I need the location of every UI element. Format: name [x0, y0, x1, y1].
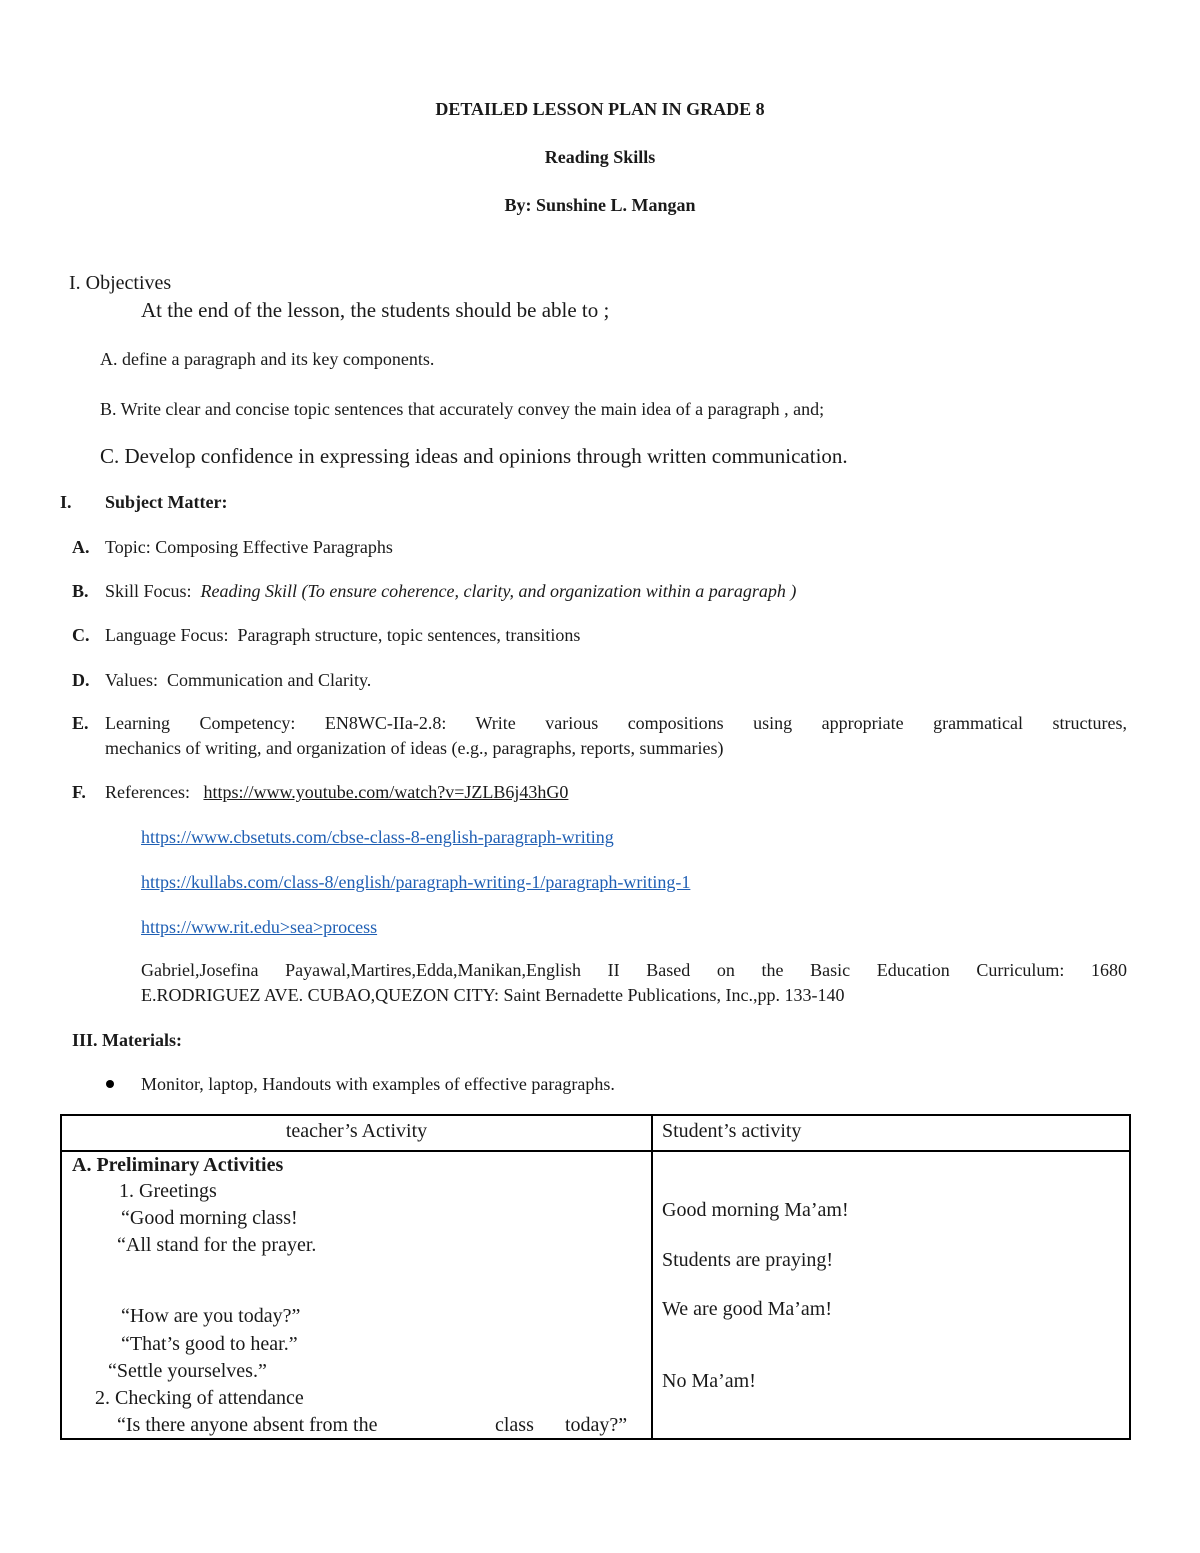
activity-table	[60, 1114, 1131, 1440]
teacher-absent-question-today: today?”	[565, 1414, 628, 1436]
references-line	[105, 782, 568, 803]
values-label: Values:	[105, 670, 158, 690]
teacher-greetings: 1. Greetings	[119, 1180, 217, 1202]
student-activity-header: Student’s activity	[662, 1120, 802, 1142]
values-value: Communication and Clarity.	[167, 670, 372, 690]
learning-competency-line1: Learning Competency: EN8WC-IIa-2.8: Write various compositions using appropriate grammatical structures,	[105, 713, 1127, 733]
objective-item-b: B. Write clear and concise topic sentences that accurately convey the main idea of a paragraph , and;	[100, 399, 825, 419]
table-column-divider	[651, 1116, 653, 1438]
objective-item-a: A. define a paragraph and its key components.	[100, 349, 435, 369]
language-focus-value: Paragraph structure, topic sentences, transitions	[237, 625, 581, 645]
objectives-heading: I. Objectives	[69, 272, 172, 294]
topic-value: Composing Effective Paragraphs	[155, 537, 393, 557]
objectives-intro: At the end of the lesson, the students should be able to ;	[141, 298, 610, 322]
topic-label: Topic:	[105, 537, 151, 557]
subject-matter-numeral: I.	[60, 492, 72, 512]
bullet-icon	[106, 1080, 114, 1088]
teacher-good-morning: “Good morning class!	[121, 1207, 298, 1229]
materials-item: Monitor, laptop, Handouts with examples of effective paragraphs.	[141, 1074, 615, 1094]
teacher-good-to-hear: “That’s good to hear.”	[121, 1333, 298, 1355]
reference-link-cbsetuts[interactable]: https://www.cbsetuts.com/cbse-class-8-english-paragraph-writing	[141, 827, 614, 847]
teacher-absent-question-class: class	[495, 1414, 534, 1436]
student-good-morning: Good morning Ma’am!	[662, 1199, 849, 1221]
learning-competency-line2: mechanics of writing, and organization of ideas (e.g., paragraphs, reports, summaries)	[105, 738, 724, 758]
reference-link-youtube[interactable]: https://www.youtube.com/watch?v=JZLB6j43hG0	[203, 782, 569, 802]
language-focus-label: Language Focus:	[105, 625, 229, 645]
page-title: DETAILED LESSON PLAN IN GRADE 8	[435, 99, 765, 119]
materials-heading: III. Materials:	[72, 1030, 182, 1050]
reference-link-rit[interactable]: https://www.rit.edu>sea>process	[141, 917, 378, 937]
item-letter-d: D.	[72, 670, 90, 690]
skill-focus-label: Skill Focus:	[105, 581, 192, 601]
teacher-settle: “Settle yourselves.”	[108, 1360, 267, 1382]
teacher-absent-question: “Is there anyone absent from the	[117, 1414, 378, 1436]
student-we-are-good: We are good Ma’am!	[662, 1298, 832, 1320]
item-letter-e: E.	[72, 713, 89, 733]
item-letter-c: C.	[72, 625, 90, 645]
skill-focus-value: Reading Skill (To ensure coherence, clarity, and organization within a paragraph )	[200, 581, 797, 601]
topic-line	[105, 537, 393, 558]
learning-competency	[105, 713, 1127, 734]
table-header-divider	[62, 1150, 1129, 1152]
item-letter-f: F.	[72, 782, 86, 802]
subject-matter-heading: Subject Matter:	[105, 492, 228, 512]
page-subtitle: Reading Skills	[544, 147, 656, 167]
preliminary-activities-heading: A. Preliminary Activities	[72, 1154, 284, 1176]
skill-focus-line	[105, 581, 796, 602]
teacher-attendance: 2. Checking of attendance	[95, 1387, 304, 1409]
book-reference-line2: E.RODRIGUEZ AVE. CUBAO,QUEZON CITY: Saint Bernadette Publications, Inc.,pp. 133-140	[141, 985, 845, 1005]
teacher-how-are-you: “How are you today?”	[121, 1305, 301, 1327]
student-no-maam: No Ma’am!	[662, 1370, 756, 1392]
student-praying: Students are praying!	[662, 1249, 834, 1271]
reference-link-kullabs[interactable]: https://kullabs.com/class-8/english/paragraph-writing-1/paragraph-writing-1	[141, 872, 691, 892]
author: By: Sunshine L. Mangan	[504, 195, 696, 215]
values-line	[105, 670, 371, 691]
book-reference-line1: Gabriel,Josefina Payawal,Martires,Edda,Manikan,English II Based on the Basic Education Curriculum: 1680	[141, 960, 1127, 980]
book-reference	[141, 960, 1127, 981]
objective-item-c: C. Develop confidence in expressing ideas and opinions through written communication.	[100, 444, 848, 468]
teacher-activity-header: teacher’s Activity	[285, 1120, 428, 1142]
teacher-prayer: “All stand for the prayer.	[117, 1234, 317, 1256]
language-focus-line	[105, 625, 580, 646]
item-letter-b: B.	[72, 581, 89, 601]
item-letter-a: A.	[72, 537, 90, 557]
references-label: References:	[105, 782, 190, 802]
